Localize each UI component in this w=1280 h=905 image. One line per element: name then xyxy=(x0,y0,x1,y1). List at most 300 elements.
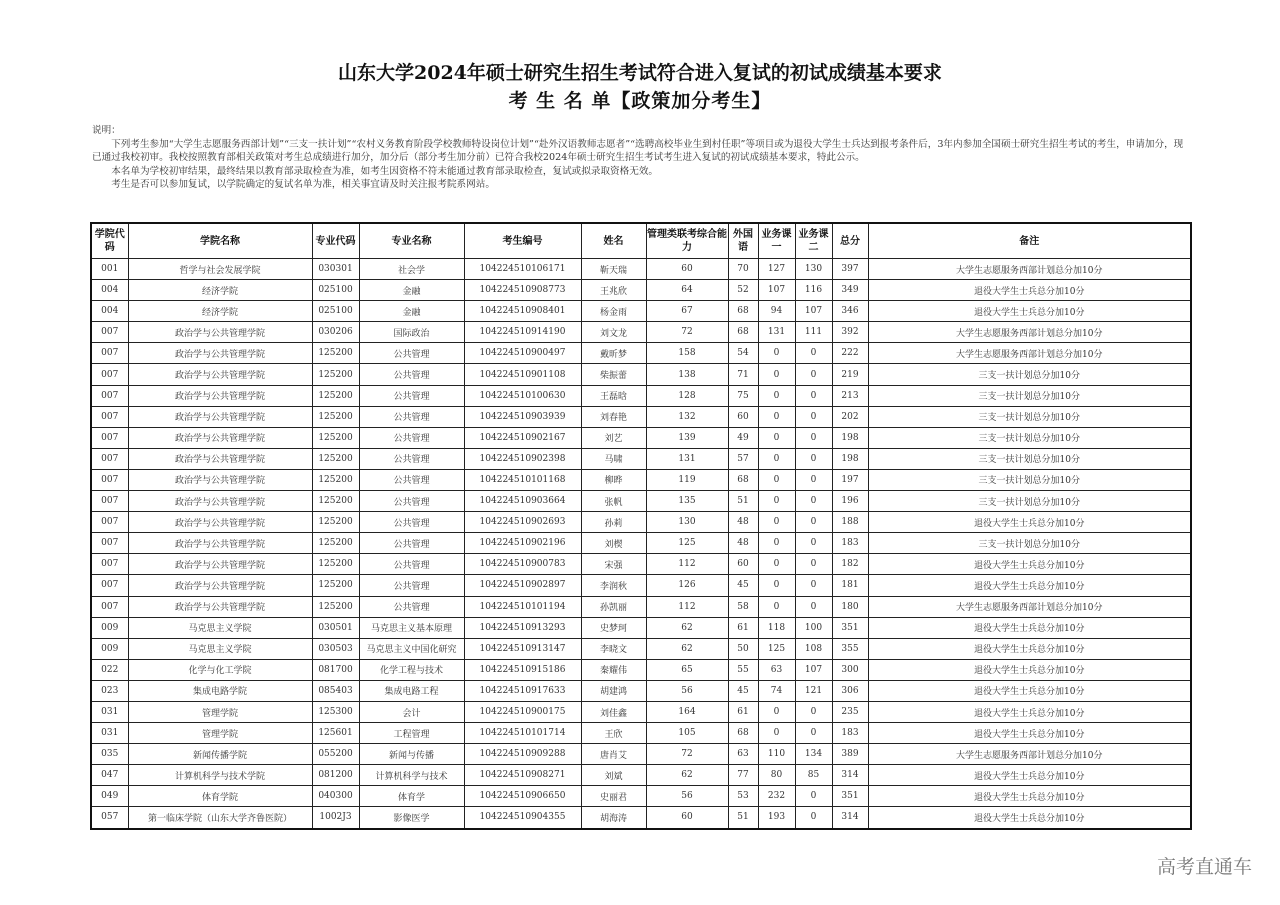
cell-remark: 退役大学生士兵总分加10分 xyxy=(868,807,1191,829)
table-row xyxy=(91,680,1191,701)
table-row xyxy=(91,427,1191,448)
cell-college-code: 049 xyxy=(91,786,128,807)
cell-major-code: 125200 xyxy=(312,596,359,617)
cell-management-exam-score: 60 xyxy=(646,807,728,829)
cell-candidate-id: 104224510913147 xyxy=(464,638,581,659)
table-row xyxy=(91,491,1191,512)
cell-candidate-id: 104224510902196 xyxy=(464,533,581,554)
cell-remark: 退役大学生士兵总分加10分 xyxy=(868,554,1191,575)
cell-candidate-name: 胡海涛 xyxy=(581,807,646,829)
cell-management-exam-score: 62 xyxy=(646,617,728,638)
cell-remark: 退役大学生士兵总分加10分 xyxy=(868,512,1191,533)
header-subject-one-score: 业务课一 xyxy=(758,223,795,259)
cell-candidate-name: 戴昕梦 xyxy=(581,343,646,364)
table-row xyxy=(91,638,1191,659)
cell-major-name: 影像医学 xyxy=(359,807,464,829)
cell-foreign-language-score: 68 xyxy=(728,723,758,744)
notes-section xyxy=(92,124,1192,192)
cell-major-code: 125601 xyxy=(312,723,359,744)
cell-subject-one-score: 0 xyxy=(758,364,795,385)
cell-foreign-language-score: 50 xyxy=(728,638,758,659)
cell-college-name: 管理学院 xyxy=(128,701,312,722)
cell-management-exam-score: 105 xyxy=(646,723,728,744)
cell-subject-two-score: 0 xyxy=(795,427,832,448)
header-subject-two-score: 业务课二 xyxy=(795,223,832,259)
cell-major-name: 公共管理 xyxy=(359,533,464,554)
cell-candidate-id: 104224510904355 xyxy=(464,807,581,829)
cell-subject-two-score: 0 xyxy=(795,596,832,617)
cell-subject-one-score: 193 xyxy=(758,807,795,829)
cell-college-name: 体育学院 xyxy=(128,786,312,807)
cell-total-score: 197 xyxy=(832,469,868,490)
cell-total-score: 183 xyxy=(832,533,868,554)
cell-total-score: 181 xyxy=(832,575,868,596)
cell-foreign-language-score: 75 xyxy=(728,385,758,406)
cell-candidate-id: 104224510917633 xyxy=(464,680,581,701)
cell-college-code: 007 xyxy=(91,469,128,490)
cell-total-score: 198 xyxy=(832,427,868,448)
document-subtitle: 考 生 名 单【政策加分考生】 xyxy=(508,90,772,112)
cell-college-name: 政治学与公共管理学院 xyxy=(128,385,312,406)
cell-college-name: 集成电路学院 xyxy=(128,680,312,701)
cell-college-code: 007 xyxy=(91,575,128,596)
cell-candidate-id: 104224510900175 xyxy=(464,701,581,722)
cell-candidate-id: 104224510908773 xyxy=(464,280,581,301)
cell-major-code: 040300 xyxy=(312,786,359,807)
cell-subject-two-score: 121 xyxy=(795,680,832,701)
table-row xyxy=(91,744,1191,765)
cell-candidate-id: 104224510902167 xyxy=(464,427,581,448)
cell-subject-one-score: 131 xyxy=(758,322,795,343)
cell-foreign-language-score: 45 xyxy=(728,680,758,701)
cell-subject-two-score: 0 xyxy=(795,364,832,385)
cell-total-score: 346 xyxy=(832,301,868,322)
cell-candidate-name: 宋强 xyxy=(581,554,646,575)
cell-total-score: 213 xyxy=(832,385,868,406)
cell-college-code: 004 xyxy=(91,280,128,301)
table-row xyxy=(91,765,1191,786)
cell-subject-one-score: 0 xyxy=(758,406,795,427)
cell-foreign-language-score: 68 xyxy=(728,301,758,322)
cell-management-exam-score: 131 xyxy=(646,448,728,469)
cell-major-code: 125200 xyxy=(312,512,359,533)
cell-college-name: 新闻传播学院 xyxy=(128,744,312,765)
cell-management-exam-score: 132 xyxy=(646,406,728,427)
cell-foreign-language-score: 61 xyxy=(728,617,758,638)
cell-major-code: 030301 xyxy=(312,259,359,280)
cell-subject-two-score: 107 xyxy=(795,659,832,680)
cell-management-exam-score: 126 xyxy=(646,575,728,596)
cell-remark: 退役大学生士兵总分加10分 xyxy=(868,638,1191,659)
cell-major-code: 030503 xyxy=(312,638,359,659)
cell-subject-two-score: 0 xyxy=(795,807,832,829)
cell-foreign-language-score: 48 xyxy=(728,512,758,533)
cell-management-exam-score: 112 xyxy=(646,554,728,575)
cell-foreign-language-score: 61 xyxy=(728,701,758,722)
cell-candidate-name: 李晓文 xyxy=(581,638,646,659)
cell-major-name: 公共管理 xyxy=(359,469,464,490)
cell-college-code: 007 xyxy=(91,343,128,364)
cell-management-exam-score: 119 xyxy=(646,469,728,490)
cell-subject-two-score: 111 xyxy=(795,322,832,343)
cell-college-name: 政治学与公共管理学院 xyxy=(128,427,312,448)
cell-candidate-name: 刘斌 xyxy=(581,765,646,786)
cell-total-score: 183 xyxy=(832,723,868,744)
cell-management-exam-score: 128 xyxy=(646,385,728,406)
header-foreign-language-score: 外国语 xyxy=(728,223,758,259)
cell-subject-one-score: 0 xyxy=(758,448,795,469)
cell-candidate-id: 104224510101168 xyxy=(464,469,581,490)
cell-foreign-language-score: 53 xyxy=(728,786,758,807)
table-row xyxy=(91,596,1191,617)
table-row xyxy=(91,554,1191,575)
cell-remark: 退役大学生士兵总分加10分 xyxy=(868,701,1191,722)
cell-major-code: 025100 xyxy=(312,280,359,301)
cell-major-name: 马克思主义中国化研究 xyxy=(359,638,464,659)
cell-foreign-language-score: 68 xyxy=(728,469,758,490)
cell-management-exam-score: 60 xyxy=(646,259,728,280)
cell-candidate-name: 王兆欣 xyxy=(581,280,646,301)
header-college-code: 学院代码 xyxy=(91,223,128,259)
cell-college-code: 031 xyxy=(91,723,128,744)
notes-paragraph-3: 考生是否可以参加复试，以学院确定的复试名单为准，相关事宜请及时关注报考院系网站。 xyxy=(111,179,495,190)
cell-candidate-name: 胡建鸿 xyxy=(581,680,646,701)
cell-candidate-id: 104224510909288 xyxy=(464,744,581,765)
cell-candidate-id: 104224510908401 xyxy=(464,301,581,322)
cell-college-name: 马克思主义学院 xyxy=(128,617,312,638)
cell-management-exam-score: 56 xyxy=(646,786,728,807)
cell-major-code: 125200 xyxy=(312,406,359,427)
cell-subject-one-score: 0 xyxy=(758,512,795,533)
cell-college-code: 007 xyxy=(91,385,128,406)
cell-management-exam-score: 125 xyxy=(646,533,728,554)
cell-subject-two-score: 0 xyxy=(795,723,832,744)
table-row xyxy=(91,322,1191,343)
cell-subject-two-score: 0 xyxy=(795,448,832,469)
cell-remark: 退役大学生士兵总分加10分 xyxy=(868,786,1191,807)
cell-major-code: 125200 xyxy=(312,448,359,469)
cell-subject-one-score: 0 xyxy=(758,469,795,490)
cell-subject-one-score: 0 xyxy=(758,491,795,512)
cell-candidate-name: 刘佳鑫 xyxy=(581,701,646,722)
cell-college-code: 047 xyxy=(91,765,128,786)
cell-major-code: 125200 xyxy=(312,385,359,406)
cell-college-name: 第一临床学院（山东大学齐鲁医院） xyxy=(128,807,312,829)
cell-subject-two-score: 108 xyxy=(795,638,832,659)
cell-total-score: 392 xyxy=(832,322,868,343)
cell-college-name: 管理学院 xyxy=(128,723,312,744)
cell-candidate-name: 柳晔 xyxy=(581,469,646,490)
cell-management-exam-score: 135 xyxy=(646,491,728,512)
cell-foreign-language-score: 71 xyxy=(728,364,758,385)
cell-management-exam-score: 62 xyxy=(646,765,728,786)
cell-college-code: 031 xyxy=(91,701,128,722)
cell-total-score: 180 xyxy=(832,596,868,617)
cell-major-name: 公共管理 xyxy=(359,512,464,533)
table-row xyxy=(91,385,1191,406)
cell-management-exam-score: 130 xyxy=(646,512,728,533)
cell-college-name: 政治学与公共管理学院 xyxy=(128,448,312,469)
cell-remark: 大学生志愿服务西部计划总分加10分 xyxy=(868,596,1191,617)
cell-subject-one-score: 0 xyxy=(758,343,795,364)
cell-college-code: 007 xyxy=(91,596,128,617)
cell-foreign-language-score: 77 xyxy=(728,765,758,786)
cell-management-exam-score: 138 xyxy=(646,364,728,385)
cell-subject-one-score: 127 xyxy=(758,259,795,280)
cell-candidate-name: 孙莉 xyxy=(581,512,646,533)
cell-college-name: 政治学与公共管理学院 xyxy=(128,533,312,554)
cell-college-code: 007 xyxy=(91,533,128,554)
table-row xyxy=(91,786,1191,807)
cell-remark: 大学生志愿服务西部计划总分加10分 xyxy=(868,744,1191,765)
cell-subject-one-score: 0 xyxy=(758,701,795,722)
cell-major-name: 公共管理 xyxy=(359,385,464,406)
table-row xyxy=(91,259,1191,280)
cell-candidate-name: 柴振蕾 xyxy=(581,364,646,385)
cell-remark: 退役大学生士兵总分加10分 xyxy=(868,765,1191,786)
cell-major-code: 030206 xyxy=(312,322,359,343)
cell-subject-one-score: 0 xyxy=(758,554,795,575)
cell-candidate-id: 104224510908271 xyxy=(464,765,581,786)
cell-major-name: 公共管理 xyxy=(359,427,464,448)
notes-paragraph-2: 本名单为学校初审结果，最终结果以教育部录取检查为准，如考生因资格不符未能通过教育部录取检查，复试或拟录取资格无效。 xyxy=(111,165,659,177)
cell-college-name: 政治学与公共管理学院 xyxy=(128,491,312,512)
cell-college-name: 经济学院 xyxy=(128,301,312,322)
cell-remark: 退役大学生士兵总分加10分 xyxy=(868,575,1191,596)
cell-college-name: 政治学与公共管理学院 xyxy=(128,575,312,596)
table-header-row xyxy=(91,223,1191,259)
cell-remark: 三支一扶计划总分加10分 xyxy=(868,427,1191,448)
cell-remark: 三支一扶计划总分加10分 xyxy=(868,406,1191,427)
cell-candidate-name: 刘艺 xyxy=(581,427,646,448)
cell-management-exam-score: 62 xyxy=(646,638,728,659)
cell-management-exam-score: 158 xyxy=(646,343,728,364)
cell-remark: 退役大学生士兵总分加10分 xyxy=(868,659,1191,680)
cell-subject-two-score: 0 xyxy=(795,343,832,364)
cell-college-code: 007 xyxy=(91,322,128,343)
cell-major-name: 公共管理 xyxy=(359,575,464,596)
cell-subject-one-score: 0 xyxy=(758,533,795,554)
cell-subject-two-score: 0 xyxy=(795,533,832,554)
cell-major-code: 125200 xyxy=(312,575,359,596)
cell-remark: 退役大学生士兵总分加10分 xyxy=(868,723,1191,744)
cell-total-score: 397 xyxy=(832,259,868,280)
cell-major-code: 025100 xyxy=(312,301,359,322)
table-row xyxy=(91,343,1191,364)
cell-college-name: 化学与化工学院 xyxy=(128,659,312,680)
header-candidate-id: 考生编号 xyxy=(464,223,581,259)
cell-remark: 大学生志愿服务西部计划总分加10分 xyxy=(868,259,1191,280)
candidate-table xyxy=(90,222,1192,830)
cell-candidate-id: 104224510902398 xyxy=(464,448,581,469)
cell-remark: 三支一扶计划总分加10分 xyxy=(868,469,1191,490)
cell-major-code: 055200 xyxy=(312,744,359,765)
cell-major-name: 公共管理 xyxy=(359,364,464,385)
cell-major-name: 公共管理 xyxy=(359,343,464,364)
header-candidate-name: 姓名 xyxy=(581,223,646,259)
cell-candidate-name: 王磊晗 xyxy=(581,385,646,406)
cell-college-code: 007 xyxy=(91,406,128,427)
cell-subject-two-score: 0 xyxy=(795,491,832,512)
cell-candidate-name: 马啸 xyxy=(581,448,646,469)
cell-total-score: 198 xyxy=(832,448,868,469)
cell-major-name: 金融 xyxy=(359,280,464,301)
cell-major-code: 125300 xyxy=(312,701,359,722)
cell-subject-two-score: 116 xyxy=(795,280,832,301)
cell-college-code: 007 xyxy=(91,448,128,469)
header-college-name: 学院名称 xyxy=(128,223,312,259)
table-row xyxy=(91,617,1191,638)
cell-candidate-name: 靳天瑞 xyxy=(581,259,646,280)
cell-college-code: 007 xyxy=(91,554,128,575)
header-total-score: 总分 xyxy=(832,223,868,259)
cell-candidate-id: 104224510902693 xyxy=(464,512,581,533)
cell-major-name: 体育学 xyxy=(359,786,464,807)
cell-total-score: 300 xyxy=(832,659,868,680)
cell-subject-two-score: 0 xyxy=(795,786,832,807)
table-row xyxy=(91,301,1191,322)
cell-subject-two-score: 0 xyxy=(795,406,832,427)
cell-foreign-language-score: 58 xyxy=(728,596,758,617)
cell-foreign-language-score: 68 xyxy=(728,322,758,343)
notes-heading: 说明： xyxy=(92,125,121,136)
cell-subject-two-score: 0 xyxy=(795,512,832,533)
cell-remark: 退役大学生士兵总分加10分 xyxy=(868,301,1191,322)
cell-college-code: 022 xyxy=(91,659,128,680)
cell-total-score: 355 xyxy=(832,638,868,659)
cell-college-code: 007 xyxy=(91,364,128,385)
cell-remark: 三支一扶计划总分加10分 xyxy=(868,533,1191,554)
cell-major-code: 085403 xyxy=(312,680,359,701)
cell-college-code: 007 xyxy=(91,427,128,448)
cell-subject-two-score: 0 xyxy=(795,469,832,490)
table-row xyxy=(91,406,1191,427)
cell-college-code: 057 xyxy=(91,807,128,829)
cell-college-code: 004 xyxy=(91,301,128,322)
cell-college-code: 007 xyxy=(91,512,128,533)
cell-total-score: 235 xyxy=(832,701,868,722)
cell-college-code: 035 xyxy=(91,744,128,765)
cell-subject-two-score: 85 xyxy=(795,765,832,786)
cell-subject-one-score: 0 xyxy=(758,596,795,617)
cell-candidate-id: 104224510906650 xyxy=(464,786,581,807)
cell-total-score: 222 xyxy=(832,343,868,364)
cell-college-code: 007 xyxy=(91,491,128,512)
cell-total-score: 389 xyxy=(832,744,868,765)
table-row xyxy=(91,512,1191,533)
cell-subject-one-score: 107 xyxy=(758,280,795,301)
cell-foreign-language-score: 70 xyxy=(728,259,758,280)
cell-college-name: 政治学与公共管理学院 xyxy=(128,596,312,617)
cell-major-name: 马克思主义基本原理 xyxy=(359,617,464,638)
cell-management-exam-score: 112 xyxy=(646,596,728,617)
cell-major-name: 化学工程与技术 xyxy=(359,659,464,680)
cell-subject-one-score: 125 xyxy=(758,638,795,659)
cell-major-name: 公共管理 xyxy=(359,554,464,575)
cell-management-exam-score: 65 xyxy=(646,659,728,680)
cell-college-code: 023 xyxy=(91,680,128,701)
cell-remark: 大学生志愿服务西部计划总分加10分 xyxy=(868,343,1191,364)
cell-candidate-name: 李润秋 xyxy=(581,575,646,596)
cell-major-code: 081200 xyxy=(312,765,359,786)
cell-candidate-id: 104224510914190 xyxy=(464,322,581,343)
cell-total-score: 219 xyxy=(832,364,868,385)
cell-major-name: 会计 xyxy=(359,701,464,722)
cell-foreign-language-score: 54 xyxy=(728,343,758,364)
cell-major-name: 国际政治 xyxy=(359,322,464,343)
cell-college-name: 政治学与公共管理学院 xyxy=(128,322,312,343)
cell-remark: 大学生志愿服务西部计划总分加10分 xyxy=(868,322,1191,343)
cell-major-code: 125200 xyxy=(312,533,359,554)
cell-college-code: 009 xyxy=(91,638,128,659)
notes-paragraph-1: 下列考生参加“大学生志愿服务西部计划”“三支一扶计划”“农村义务教育阶段学校教师特设岗位计划”“赴外汉语教师志愿者”“选聘高校毕业生到村任职”等项目或为退役大学生士兵达到报考条件后，3年内参加全国硕士研究生招生考试的考生，申请加分，现已通过我校初审。我校按照教育部相关政策对考生总成绩进行加分，加分后（部分考生加分前）已符合我校2024年硕士研究生招生考试考生进入复试的初试成绩基本要求，特此公示。 xyxy=(92,138,1184,163)
cell-candidate-name: 秦耀伟 xyxy=(581,659,646,680)
cell-management-exam-score: 139 xyxy=(646,427,728,448)
cell-subject-one-score: 110 xyxy=(758,744,795,765)
cell-subject-one-score: 80 xyxy=(758,765,795,786)
table-row xyxy=(91,448,1191,469)
cell-major-name: 公共管理 xyxy=(359,448,464,469)
cell-total-score: 314 xyxy=(832,807,868,829)
cell-major-name: 公共管理 xyxy=(359,491,464,512)
cell-total-score: 182 xyxy=(832,554,868,575)
table-row xyxy=(91,469,1191,490)
cell-candidate-name: 王欣 xyxy=(581,723,646,744)
cell-major-name: 社会学 xyxy=(359,259,464,280)
cell-college-name: 政治学与公共管理学院 xyxy=(128,469,312,490)
cell-remark: 三支一扶计划总分加10分 xyxy=(868,385,1191,406)
cell-subject-two-score: 107 xyxy=(795,301,832,322)
cell-management-exam-score: 72 xyxy=(646,744,728,765)
cell-candidate-name: 史梦珂 xyxy=(581,617,646,638)
cell-foreign-language-score: 63 xyxy=(728,744,758,765)
cell-major-code: 125200 xyxy=(312,554,359,575)
cell-college-name: 政治学与公共管理学院 xyxy=(128,364,312,385)
cell-major-name: 公共管理 xyxy=(359,596,464,617)
cell-candidate-id: 104224510101194 xyxy=(464,596,581,617)
cell-candidate-id: 104224510902897 xyxy=(464,575,581,596)
header-remark: 备注 xyxy=(868,223,1191,259)
cell-foreign-language-score: 51 xyxy=(728,491,758,512)
cell-candidate-id: 104224510100630 xyxy=(464,385,581,406)
cell-candidate-id: 104224510900497 xyxy=(464,343,581,364)
cell-subject-one-score: 0 xyxy=(758,385,795,406)
cell-major-code: 081700 xyxy=(312,659,359,680)
cell-total-score: 351 xyxy=(832,617,868,638)
cell-major-name: 计算机科学与技术 xyxy=(359,765,464,786)
cell-subject-one-score: 0 xyxy=(758,723,795,744)
cell-foreign-language-score: 51 xyxy=(728,807,758,829)
cell-subject-one-score: 74 xyxy=(758,680,795,701)
cell-subject-one-score: 118 xyxy=(758,617,795,638)
cell-subject-one-score: 232 xyxy=(758,786,795,807)
cell-remark: 三支一扶计划总分加10分 xyxy=(868,448,1191,469)
cell-total-score: 306 xyxy=(832,680,868,701)
cell-college-code: 009 xyxy=(91,617,128,638)
watermark: 高考直通车 xyxy=(1156,856,1252,878)
cell-major-code: 125200 xyxy=(312,343,359,364)
cell-management-exam-score: 67 xyxy=(646,301,728,322)
cell-college-name: 政治学与公共管理学院 xyxy=(128,512,312,533)
cell-management-exam-score: 56 xyxy=(646,680,728,701)
cell-foreign-language-score: 60 xyxy=(728,406,758,427)
cell-college-name: 政治学与公共管理学院 xyxy=(128,343,312,364)
cell-major-name: 新闻与传播 xyxy=(359,744,464,765)
cell-candidate-name: 孙凯丽 xyxy=(581,596,646,617)
cell-subject-two-score: 0 xyxy=(795,385,832,406)
cell-remark: 三支一扶计划总分加10分 xyxy=(868,364,1191,385)
table-row xyxy=(91,364,1191,385)
